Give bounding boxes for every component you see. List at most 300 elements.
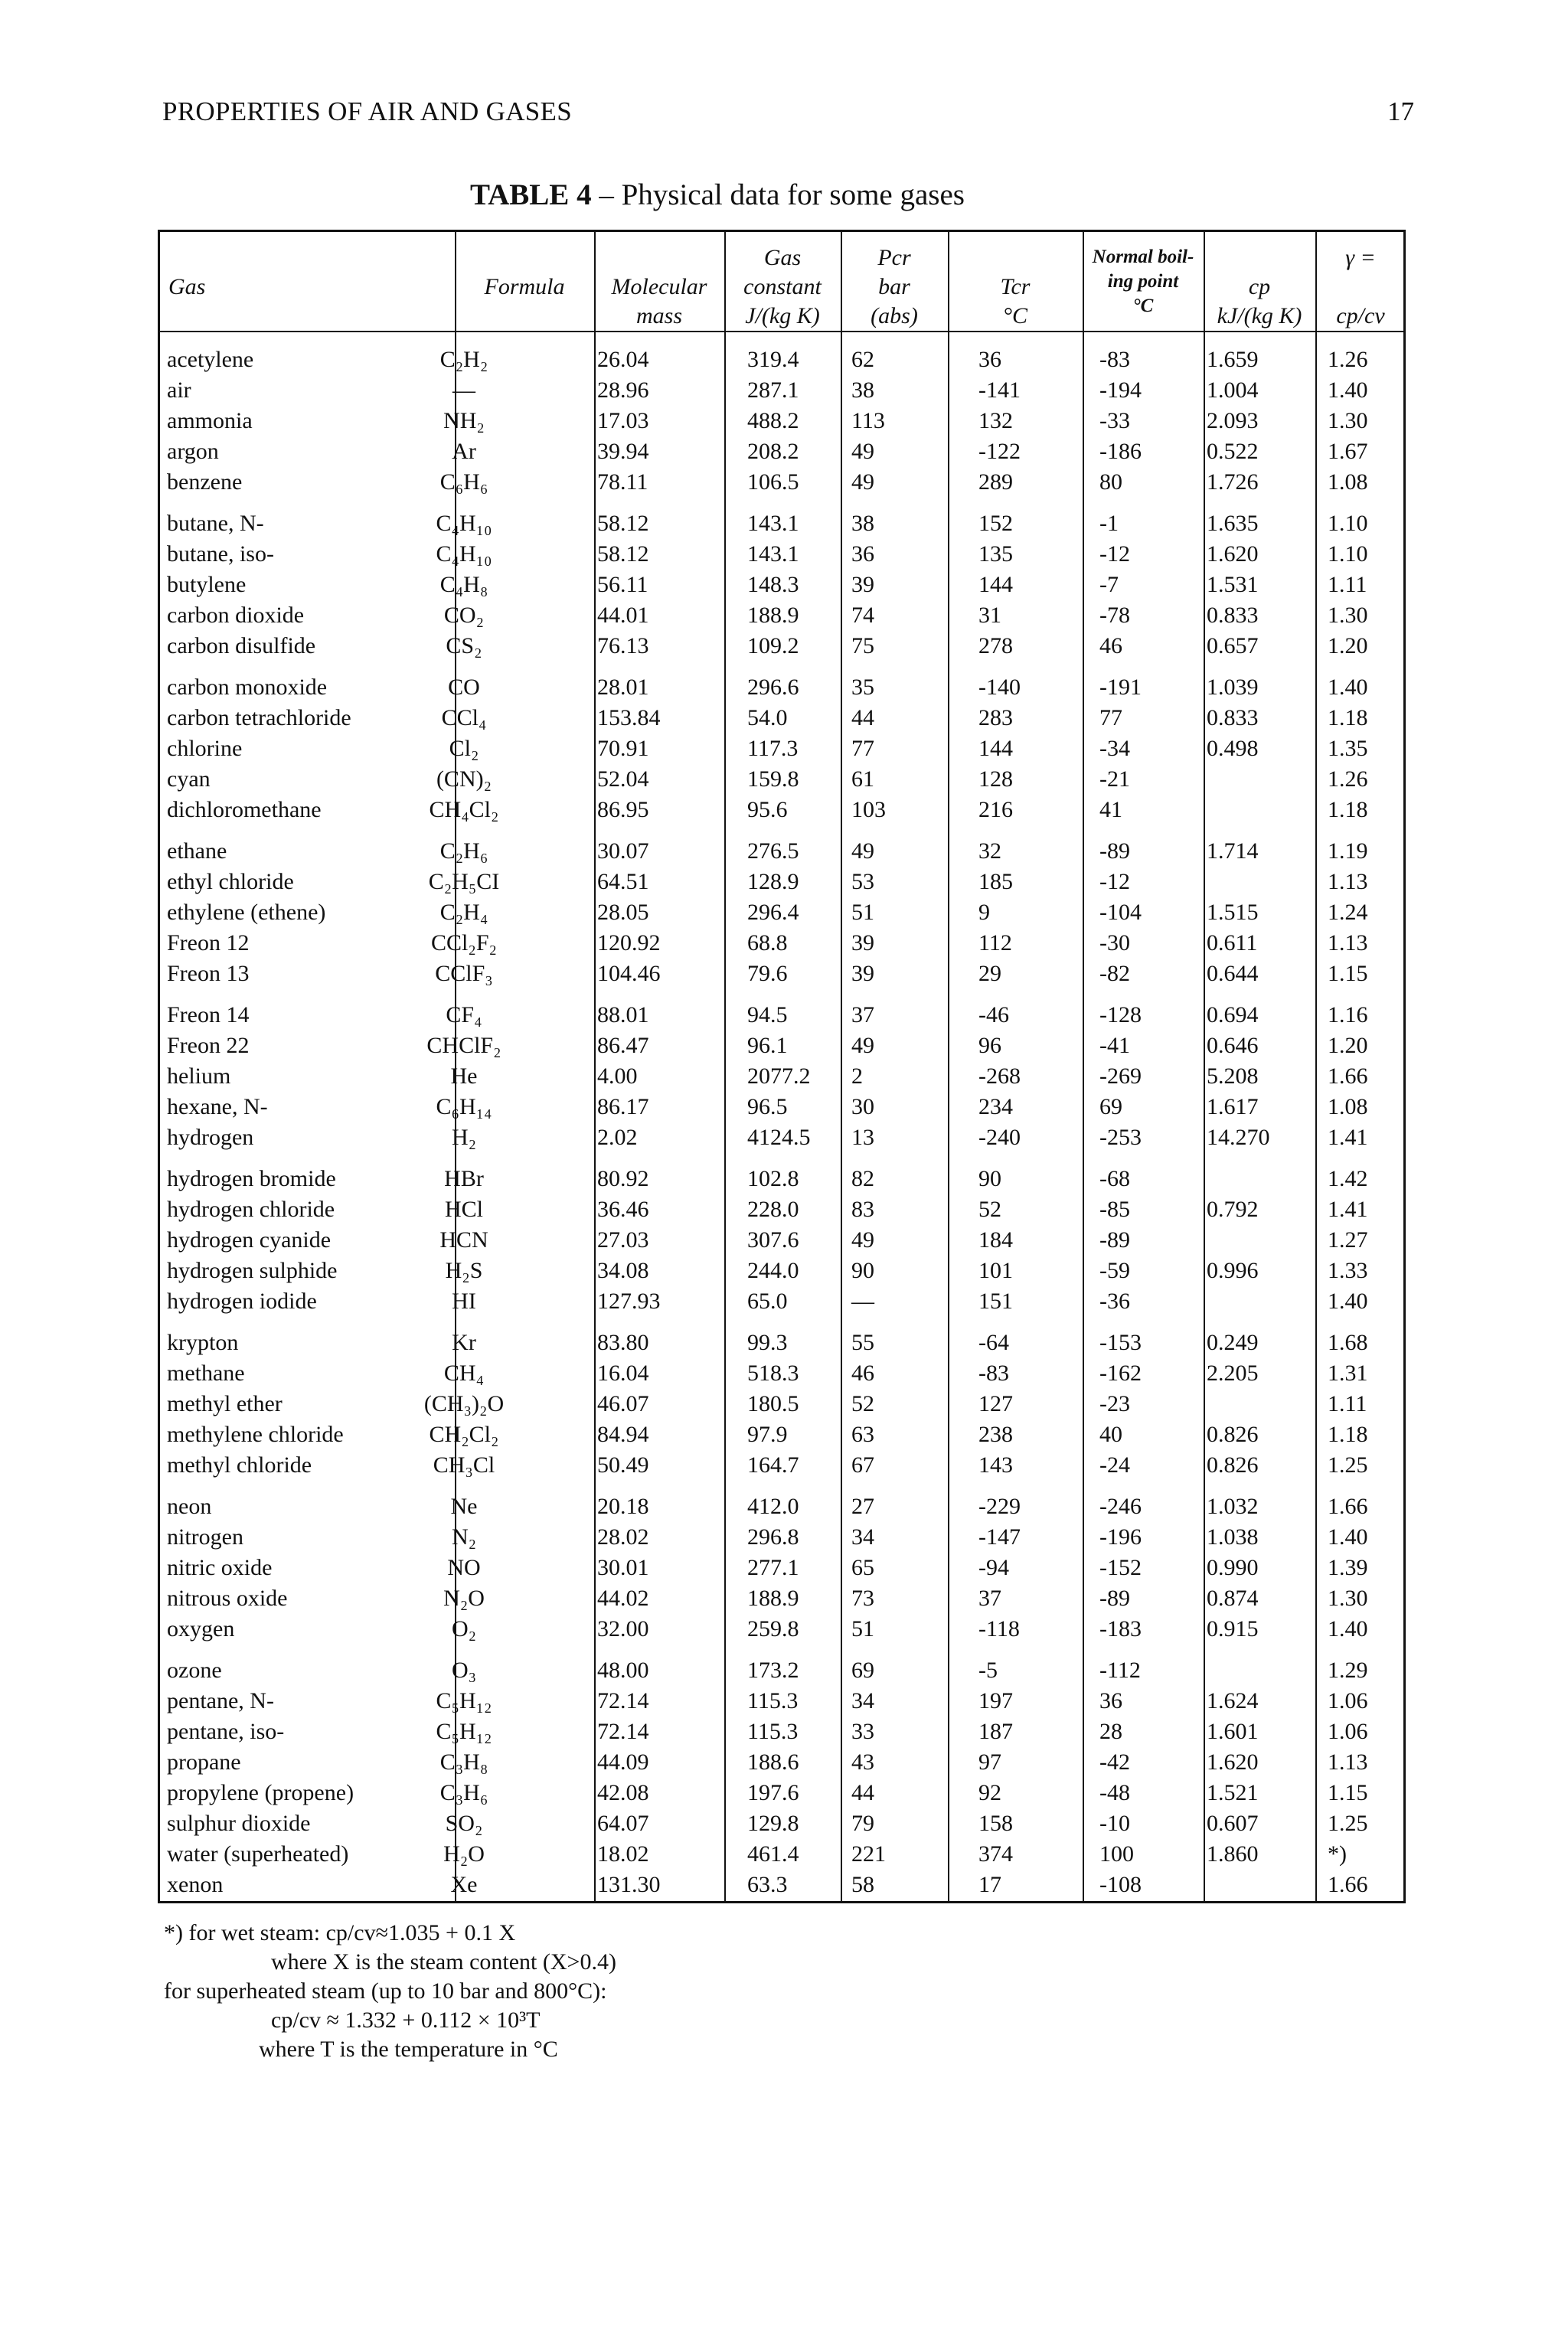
molecular-mass: 28.05: [597, 900, 649, 925]
molecular-mass: 34.08: [597, 1258, 649, 1283]
specific-heat: 2.093: [1207, 408, 1259, 433]
critical-pressure: 82: [851, 1166, 874, 1191]
formula-text: C₂H₄: [439, 900, 488, 925]
table-caption-lead: TABLE 4: [470, 178, 592, 211]
molecular-mass: 30.07: [597, 838, 649, 864]
boiling-point: -89: [1099, 1227, 1130, 1253]
header-line: constant: [743, 274, 822, 299]
specific-heat: 1.624: [1207, 1688, 1259, 1713]
table-row: [158, 600, 1406, 631]
table-row: [158, 1031, 1406, 1061]
table-row: [158, 1686, 1406, 1717]
critical-temperature: 31: [978, 603, 1001, 628]
formula-text: HI: [452, 1289, 476, 1314]
gas-name: hexane, N-: [167, 1094, 268, 1119]
boiling-point: -68: [1099, 1166, 1130, 1191]
specific-heat: 2.205: [1207, 1361, 1259, 1386]
boiling-point: -89: [1099, 838, 1130, 864]
heat-ratio: 1.27: [1328, 1227, 1368, 1253]
table-row: [158, 1256, 1406, 1286]
boiling-point: 80: [1099, 469, 1122, 495]
table-row: [158, 508, 1406, 539]
boiling-point: 77: [1099, 705, 1122, 730]
formula-text: C₃H₆: [439, 1780, 488, 1805]
gas-name: hydrogen: [167, 1125, 254, 1150]
gas-constant: 159.8: [747, 766, 799, 792]
formula-text: H₂O: [443, 1841, 485, 1867]
boiling-point: -12: [1099, 541, 1130, 567]
specific-heat: 0.644: [1207, 961, 1259, 986]
molecular-mass: 80.92: [597, 1166, 649, 1191]
critical-pressure: —: [851, 1289, 874, 1314]
specific-heat: 0.826: [1207, 1452, 1259, 1478]
gas-name: neon: [167, 1494, 212, 1519]
table-row: [158, 375, 1406, 406]
header-line: J/(kg K): [745, 303, 820, 328]
formula-text: —: [452, 377, 475, 403]
boiling-point: -10: [1099, 1811, 1130, 1836]
header-line: ing point: [1107, 271, 1179, 292]
heat-ratio: 1.11: [1328, 572, 1367, 597]
table-row: [158, 570, 1406, 600]
critical-temperature: 283: [978, 705, 1013, 730]
gas-name: methane: [167, 1361, 245, 1386]
header-line: bar: [878, 274, 910, 299]
boiling-point: -104: [1099, 900, 1142, 925]
formula-text: CH₄Cl₂: [429, 797, 499, 822]
critical-pressure: 51: [851, 1616, 874, 1642]
boiling-point: -34: [1099, 736, 1130, 761]
boiling-point: -191: [1099, 675, 1142, 700]
heat-ratio: 1.66: [1328, 1063, 1368, 1089]
gas-constant: 412.0: [747, 1494, 799, 1519]
formula-text: O₂: [451, 1616, 477, 1642]
boiling-point: -48: [1099, 1780, 1130, 1805]
table-row: [158, 1491, 1406, 1522]
boiling-point: -112: [1099, 1658, 1141, 1683]
table-row: [158, 1358, 1406, 1389]
table-row: [158, 928, 1406, 959]
critical-temperature: 144: [978, 736, 1013, 761]
table-footnotes: [164, 1919, 616, 2064]
gas-name: methylene chloride: [167, 1422, 344, 1447]
specific-heat: 1.515: [1207, 900, 1259, 925]
molecular-mass: 44.09: [597, 1749, 649, 1775]
formula-text: CH₂Cl₂: [429, 1422, 499, 1447]
formula-text: C₅H₁₂: [436, 1688, 492, 1713]
formula-text: H₂S: [445, 1258, 483, 1283]
critical-pressure: 49: [851, 1033, 874, 1058]
table-row: [158, 1328, 1406, 1358]
table-row: [158, 1778, 1406, 1808]
specific-heat: 0.249: [1207, 1330, 1259, 1355]
critical-temperature: 29: [978, 961, 1001, 986]
critical-temperature: 234: [978, 1094, 1013, 1119]
critical-pressure: 52: [851, 1391, 874, 1416]
formula-text: CHClF₂: [426, 1033, 501, 1058]
header-line: Normal boil-: [1092, 247, 1194, 267]
specific-heat: 1.714: [1207, 838, 1259, 864]
boiling-point: -83: [1099, 347, 1130, 372]
gas-constant: 208.2: [747, 439, 799, 464]
molecular-mass: 30.01: [597, 1555, 649, 1580]
formula-text: C₆H₁₄: [436, 1094, 492, 1119]
critical-pressure: 63: [851, 1422, 874, 1447]
gas-name: dichloromethane: [167, 797, 322, 822]
table-row: [158, 1194, 1406, 1225]
formula-text: Xe: [450, 1872, 478, 1897]
molecular-mass: 104.46: [597, 961, 661, 986]
specific-heat: 1.726: [1207, 469, 1259, 495]
specific-heat: 1.860: [1207, 1841, 1259, 1867]
gas-name: ozone: [167, 1658, 222, 1683]
critical-pressure: 38: [851, 511, 874, 536]
critical-temperature: -141: [978, 377, 1021, 403]
table-row: [158, 1839, 1406, 1870]
gas-name: nitrogen: [167, 1524, 243, 1550]
boiling-point: -128: [1099, 1002, 1142, 1027]
footnote-line: where X is the steam content (X>0.4): [271, 1949, 616, 1975]
gas-name: methyl chloride: [167, 1452, 312, 1478]
heat-ratio: 1.18: [1328, 705, 1368, 730]
formula-text: Cl₂: [449, 736, 479, 761]
formula-text: CF₄: [446, 1002, 482, 1027]
critical-temperature: 144: [978, 572, 1013, 597]
critical-pressure: 77: [851, 736, 874, 761]
critical-temperature: -118: [978, 1616, 1020, 1642]
critical-pressure: 43: [851, 1749, 874, 1775]
formula-text: H₂: [451, 1125, 477, 1150]
heat-ratio: 1.26: [1328, 766, 1368, 792]
gas-name: Freon 13: [167, 961, 250, 986]
heat-ratio: 1.16: [1328, 1002, 1368, 1027]
heat-ratio: 1.10: [1328, 541, 1368, 567]
critical-pressure: 38: [851, 377, 874, 403]
gas-name: krypton: [167, 1330, 239, 1355]
gas-name: sulphur dioxide: [167, 1811, 311, 1836]
table-row: [158, 1164, 1406, 1194]
formula-text: SO₂: [445, 1811, 483, 1836]
molecular-mass: 83.80: [597, 1330, 649, 1355]
gas-name: propane: [167, 1749, 241, 1775]
gas-constant: 296.6: [747, 675, 799, 700]
critical-temperature: -268: [978, 1063, 1021, 1089]
boiling-point: -12: [1099, 869, 1130, 894]
heat-ratio: 1.25: [1328, 1811, 1368, 1836]
critical-pressure: 74: [851, 603, 874, 628]
heat-ratio: 1.10: [1328, 511, 1368, 536]
table-row: [158, 1614, 1406, 1645]
specific-heat: 0.694: [1207, 1002, 1259, 1027]
boiling-point: -7: [1099, 572, 1119, 597]
table-row: [158, 631, 1406, 662]
gas-constant: 148.3: [747, 572, 799, 597]
boiling-point: -33: [1099, 408, 1130, 433]
specific-heat: 1.620: [1207, 541, 1259, 567]
critical-temperature: 128: [978, 766, 1013, 792]
critical-pressure: 49: [851, 469, 874, 495]
critical-pressure: 2: [851, 1063, 863, 1089]
header-line: Molecular: [611, 274, 707, 299]
specific-heat: 1.039: [1207, 675, 1259, 700]
gas-name: ammonia: [167, 408, 253, 433]
formula-text: Kr: [452, 1330, 476, 1355]
heat-ratio: 1.18: [1328, 797, 1368, 822]
critical-pressure: 103: [851, 797, 886, 822]
formula-text: HBr: [444, 1166, 484, 1191]
specific-heat: 14.270: [1207, 1125, 1270, 1150]
molecular-mass: 18.02: [597, 1841, 649, 1867]
heat-ratio: 1.13: [1328, 1749, 1368, 1775]
critical-pressure: 46: [851, 1361, 874, 1386]
critical-pressure: 35: [851, 675, 874, 700]
table-row: [158, 733, 1406, 764]
critical-temperature: 185: [978, 869, 1013, 894]
critical-pressure: 58: [851, 1872, 874, 1897]
formula-text: Ne: [450, 1494, 478, 1519]
critical-pressure: 33: [851, 1719, 874, 1744]
boiling-point: -269: [1099, 1063, 1142, 1089]
molecular-mass: 32.00: [597, 1616, 649, 1642]
boiling-point: -59: [1099, 1258, 1130, 1283]
specific-heat: 0.522: [1207, 439, 1259, 464]
gas-constant: 63.3: [747, 1872, 788, 1897]
gas-constant: 518.3: [747, 1361, 799, 1386]
header-line: °C: [1002, 303, 1027, 328]
formula-text: HCl: [444, 1197, 483, 1222]
formula-text: C₃H₈: [439, 1749, 488, 1775]
header-line: kJ/(kg K): [1217, 303, 1302, 328]
header-line: (abs): [871, 303, 918, 328]
gas-constant: 143.1: [747, 541, 799, 567]
table-row: [158, 1286, 1406, 1317]
gas-name: hydrogen sulphide: [167, 1258, 338, 1283]
critical-temperature: 90: [978, 1166, 1001, 1191]
molecular-mass: 26.04: [597, 347, 649, 372]
header-line: °C: [1132, 296, 1154, 316]
heat-ratio: 1.30: [1328, 1586, 1368, 1611]
critical-temperature: -5: [978, 1658, 998, 1683]
table-row: [158, 1225, 1406, 1256]
heat-ratio: 1.15: [1328, 961, 1368, 986]
table-row: [158, 406, 1406, 436]
critical-temperature: 216: [978, 797, 1013, 822]
specific-heat: 1.617: [1207, 1094, 1259, 1119]
specific-heat: 0.833: [1207, 705, 1259, 730]
critical-pressure: 51: [851, 900, 874, 925]
molecular-mass: 86.47: [597, 1033, 649, 1058]
gas-name: ethylene (ethene): [167, 900, 326, 925]
table-row: [158, 1450, 1406, 1481]
gas-name: hydrogen bromide: [167, 1166, 336, 1191]
molecular-mass: 88.01: [597, 1002, 649, 1027]
critical-temperature: 127: [978, 1391, 1013, 1416]
table-row: [158, 1122, 1406, 1153]
header-line: mass: [635, 303, 682, 328]
header-line: Gas: [763, 245, 802, 270]
header-line: γ =: [1345, 245, 1376, 270]
footnote-line: where T is the temperature in °C: [259, 2037, 558, 2062]
specific-heat: 0.996: [1207, 1258, 1259, 1283]
critical-temperature: 92: [978, 1780, 1001, 1805]
critical-pressure: 13: [851, 1125, 874, 1150]
critical-pressure: 61: [851, 766, 874, 792]
heat-ratio: 1.30: [1328, 603, 1368, 628]
critical-temperature: 52: [978, 1197, 1001, 1222]
heat-ratio: 1.24: [1328, 900, 1368, 925]
critical-temperature: 278: [978, 633, 1013, 658]
critical-temperature: 132: [978, 408, 1013, 433]
header-gas-constant: [724, 243, 841, 331]
molecular-mass: 153.84: [597, 705, 661, 730]
gas-name: butylene: [167, 572, 247, 597]
gas-constant: 228.0: [747, 1197, 799, 1222]
table-row: [158, 1870, 1406, 1900]
heat-ratio: 1.40: [1328, 1616, 1368, 1642]
gas-name: carbon monoxide: [167, 675, 328, 700]
gas-constant: 96.5: [747, 1094, 788, 1119]
critical-temperature: 158: [978, 1811, 1013, 1836]
gas-name: butane, iso-: [167, 541, 274, 567]
footnote-line: cp/cv ≈ 1.332 + 0.112 × 10³T: [271, 2007, 541, 2033]
formula-text: CS₂: [446, 633, 482, 658]
gas-name: methyl ether: [167, 1391, 283, 1416]
formula-text: O₃: [451, 1658, 477, 1683]
critical-pressure: 90: [851, 1258, 874, 1283]
heat-ratio: 1.31: [1328, 1361, 1368, 1386]
formula-text: C₆H₆: [439, 469, 488, 495]
table-row: [158, 764, 1406, 795]
specific-heat: 1.531: [1207, 572, 1259, 597]
molecular-mass: 131.30: [597, 1872, 661, 1897]
molecular-mass: 127.93: [597, 1289, 661, 1314]
table-row: [158, 467, 1406, 498]
boiling-point: -30: [1099, 930, 1130, 956]
molecular-mass: 2.02: [597, 1125, 638, 1150]
boiling-point: 69: [1099, 1094, 1122, 1119]
formula-text: C₄H₁₀: [436, 541, 492, 567]
specific-heat: 1.521: [1207, 1780, 1259, 1805]
gas-constant: 94.5: [747, 1002, 788, 1027]
boiling-point: -194: [1099, 377, 1142, 403]
critical-pressure: 83: [851, 1197, 874, 1222]
boiling-point: -1: [1099, 511, 1119, 536]
specific-heat: 0.607: [1207, 1811, 1259, 1836]
gas-constant: 54.0: [747, 705, 788, 730]
molecular-mass: 52.04: [597, 766, 649, 792]
header-rule: [158, 331, 1406, 332]
header-boiling-point: [1083, 245, 1204, 318]
gas-constant: 197.6: [747, 1780, 799, 1805]
molecular-mass: 17.03: [597, 408, 649, 433]
gas-constant: 65.0: [747, 1289, 788, 1314]
specific-heat: 0.833: [1207, 603, 1259, 628]
critical-pressure: 30: [851, 1094, 874, 1119]
boiling-point: 46: [1099, 633, 1122, 658]
critical-pressure: 37: [851, 1002, 874, 1027]
gas-constant: 173.2: [747, 1658, 799, 1683]
formula-text: HCN: [439, 1227, 488, 1253]
gas-name: carbon disulfide: [167, 633, 316, 658]
specific-heat: 1.659: [1207, 347, 1259, 372]
gas-constant: 188.9: [747, 603, 799, 628]
critical-temperature: 197: [978, 1688, 1013, 1713]
heat-ratio: 1.19: [1328, 838, 1368, 864]
molecular-mass: 70.91: [597, 736, 649, 761]
critical-temperature: 184: [978, 1227, 1013, 1253]
formula-text: C₂H₂: [439, 347, 488, 372]
critical-pressure: 55: [851, 1330, 874, 1355]
table-row: [158, 345, 1406, 375]
critical-pressure: 79: [851, 1811, 874, 1836]
gas-name: carbon tetrachloride: [167, 705, 351, 730]
header-heat-ratio: [1315, 243, 1406, 331]
gas-name: butane, N-: [167, 511, 264, 536]
gas-name: propylene (propene): [167, 1780, 354, 1805]
gas-constant: 95.6: [747, 797, 788, 822]
formula-text: N₂: [451, 1524, 477, 1550]
specific-heat: 0.657: [1207, 633, 1259, 658]
critical-temperature: 37: [978, 1586, 1001, 1611]
header-formula: Formula: [484, 274, 565, 299]
molecular-mass: 56.11: [597, 572, 648, 597]
specific-heat: 5.208: [1207, 1063, 1259, 1089]
critical-pressure: 34: [851, 1688, 874, 1713]
header-specific-heat: [1204, 273, 1315, 331]
formula-text: CO: [448, 675, 480, 700]
gas-name: argon: [167, 439, 219, 464]
molecular-mass: 28.96: [597, 377, 649, 403]
table-row: [158, 1092, 1406, 1122]
molecular-mass: 16.04: [597, 1361, 649, 1386]
molecular-mass: 86.17: [597, 1094, 649, 1119]
gas-name: helium: [167, 1063, 231, 1089]
molecular-mass: 58.12: [597, 541, 649, 567]
critical-temperature: 101: [978, 1258, 1013, 1283]
boiling-point: -253: [1099, 1125, 1142, 1150]
critical-pressure: 221: [851, 1841, 886, 1867]
critical-pressure: 49: [851, 439, 874, 464]
formula-text: NH₂: [443, 408, 485, 433]
specific-heat: 0.792: [1207, 1197, 1259, 1222]
gas-constant: 188.9: [747, 1586, 799, 1611]
boiling-point: -82: [1099, 961, 1130, 986]
formula-text: CClF₃: [435, 961, 493, 986]
gas-constant: 296.4: [747, 900, 799, 925]
gas-name: hydrogen cyanide: [167, 1227, 332, 1253]
boiling-point: -42: [1099, 1749, 1130, 1775]
critical-temperature: 143: [978, 1452, 1013, 1478]
table-row: [158, 1655, 1406, 1686]
critical-temperature: -140: [978, 675, 1021, 700]
gas-constant: 99.3: [747, 1330, 788, 1355]
gas-constant: 287.1: [747, 377, 799, 403]
boiling-point: -108: [1099, 1872, 1142, 1897]
heat-ratio: 1.11: [1328, 1391, 1367, 1416]
critical-pressure: 44: [851, 1780, 874, 1805]
heat-ratio: 1.26: [1328, 347, 1368, 372]
critical-temperature: 97: [978, 1749, 1001, 1775]
boiling-point: -24: [1099, 1452, 1130, 1478]
molecular-mass: 36.46: [597, 1197, 649, 1222]
gas-name: benzene: [167, 469, 243, 495]
header-line: Pcr: [877, 245, 911, 270]
molecular-mass: 28.01: [597, 675, 649, 700]
boiling-point: -153: [1099, 1330, 1142, 1355]
table-row: [158, 436, 1406, 467]
table-caption: [470, 178, 1159, 212]
formula-text: CCl₄: [441, 705, 487, 730]
